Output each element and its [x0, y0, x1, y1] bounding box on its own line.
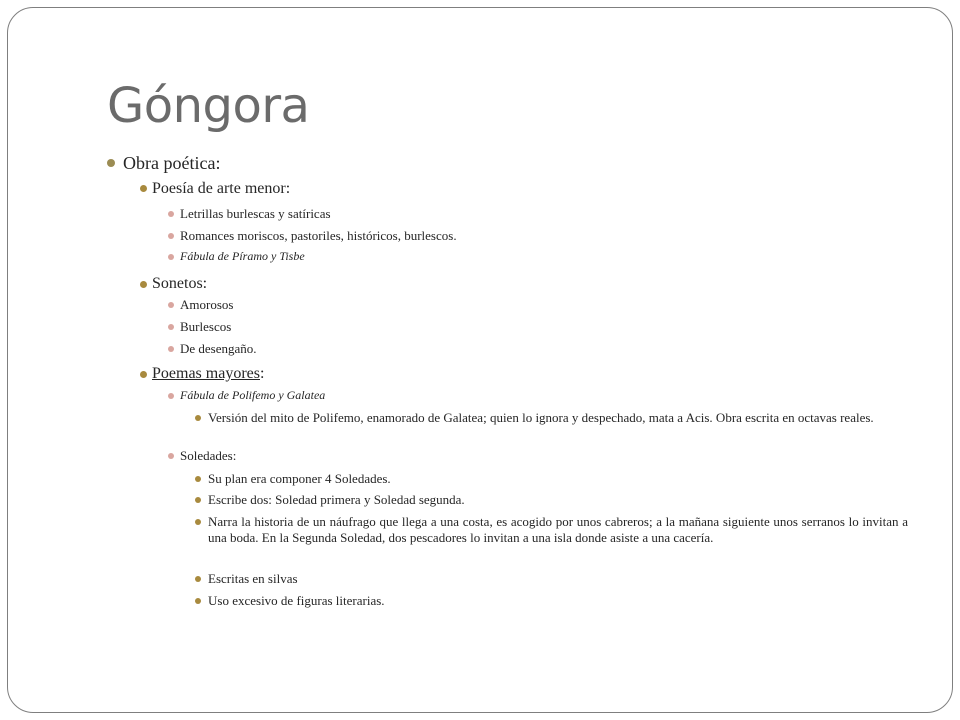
bullet-level3	[168, 302, 174, 308]
outline-romances: Romances moriscos, pastoriles, históricos, burlescos.	[180, 228, 457, 243]
outline-soledades-historia: Narra la historia de un náufrago que llega a una costa, es acogido por unos cabreros; a la mañana siguiente unos serranos lo invitan a una boda. En la Segunda Soledad, dos pescadores lo invitan a una isla donde asiste a una cacería.	[208, 514, 908, 545]
bullet-level3	[168, 453, 174, 459]
bullet-level3	[168, 254, 174, 260]
outline-soledades-figuras: Uso excesivo de figuras literarias.	[208, 593, 385, 608]
slide-title: Góngora	[107, 78, 310, 134]
outline-arte-menor: Poesía de arte menor:	[152, 180, 291, 197]
bullet-level3	[168, 393, 174, 399]
poemas-mayores-colon: :	[259, 365, 265, 382]
bullet-level4	[195, 519, 201, 525]
outline-soledades-plan: Su plan era componer 4 Soledades.	[208, 471, 391, 486]
outline-obra-poetica: Obra poética:	[123, 153, 221, 173]
outline-desengano: De desengaño.	[180, 341, 257, 356]
bullet-level4	[195, 497, 201, 503]
outline-polifemo: Fábula de Polifemo y Galatea	[180, 388, 326, 402]
bullet-level2	[140, 185, 147, 192]
outline-polifemo-detail: Versión del mito de Polifemo, enamorado de Galatea; quien lo ignora y despechado, mata a Acis. Obra escrita en octavas reales.	[208, 410, 874, 425]
outline-soledades-dos: Escribe dos: Soledad primera y Soledad segunda.	[208, 492, 465, 507]
outline-letrillas: Letrillas burlescas y satíricas	[180, 206, 331, 221]
bullet-level4	[195, 576, 201, 582]
bullet-level4	[195, 415, 201, 421]
outline-amorosos: Amorosos	[180, 297, 234, 312]
bullet-level3	[168, 324, 174, 330]
outline-burlescos: Burlescos	[180, 319, 232, 334]
bullet-level3	[168, 211, 174, 217]
bullet-level3	[168, 346, 174, 352]
outline-sonetos: Sonetos:	[152, 275, 208, 292]
bullet-level2	[140, 371, 147, 378]
bullet-level1	[107, 159, 115, 167]
bullet-level2	[140, 281, 147, 288]
outline-poemas-mayores	[152, 365, 264, 384]
bullet-level4	[195, 476, 201, 482]
outline-soledades: Soledades:	[180, 448, 237, 463]
outline-soledades-silvas: Escritas en silvas	[208, 571, 298, 586]
bullet-level3	[168, 233, 174, 239]
poemas-mayores-link[interactable]: Poemas mayores	[152, 365, 260, 382]
outline-piramo-tisbe: Fábula de Píramo y Tisbe	[180, 249, 305, 263]
bullet-level4	[195, 598, 201, 604]
